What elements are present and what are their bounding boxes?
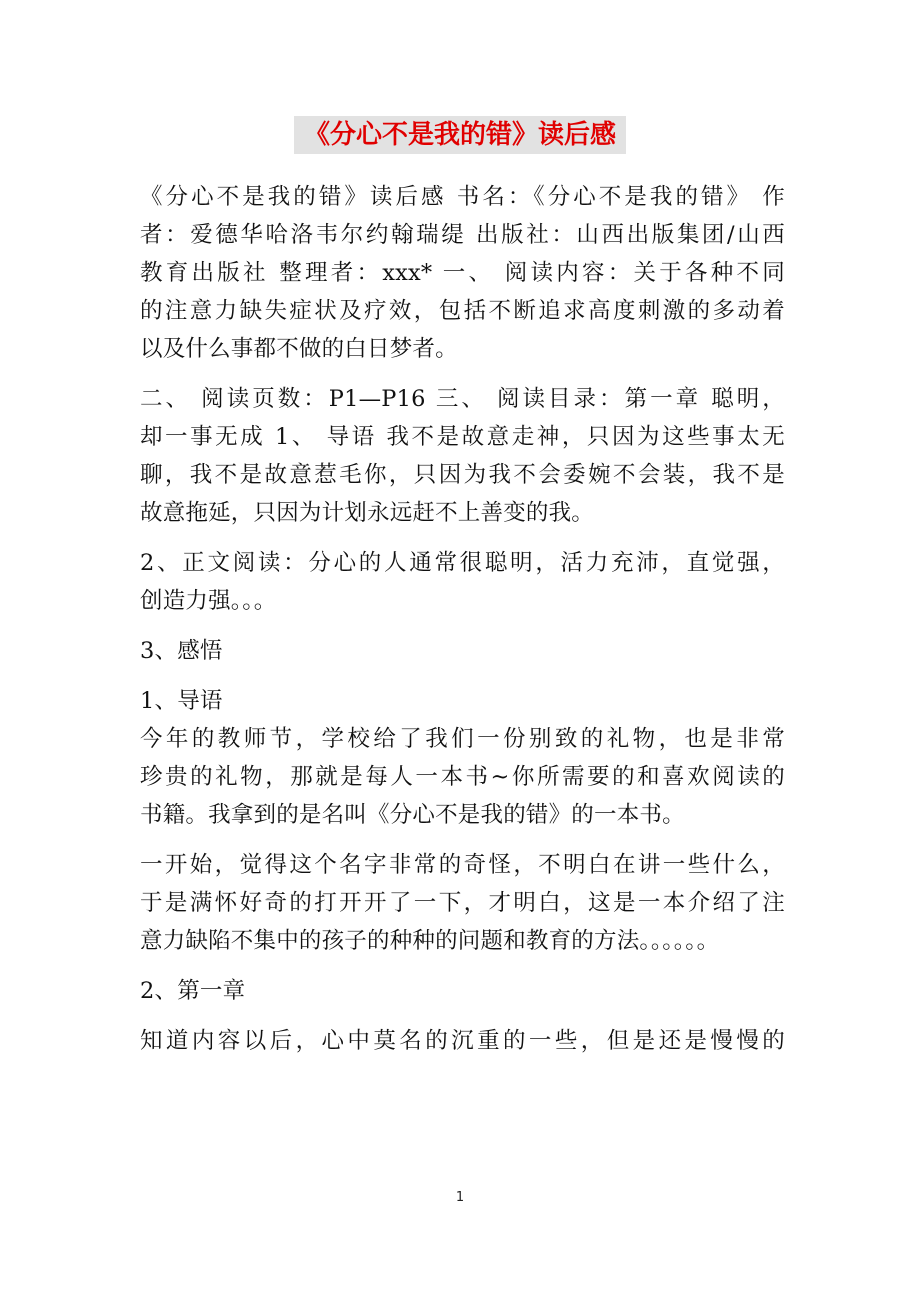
text-line: 于是满怀好奇的打开开了一下，才明白，这是一本介绍了注 — [140, 890, 785, 916]
paragraph-1 — [140, 178, 785, 368]
text-line: 教育出版社 整理者：xxx* 一、 阅读内容：关于各种不同 — [140, 260, 785, 286]
text-line: 故意拖延，只因为计划永远赶不上善变的我。 — [140, 500, 595, 526]
text-line: 二、 阅读页数：P1—P16 三、 阅读目录：第一章 聪明， — [140, 386, 785, 412]
paragraph-2 — [140, 380, 785, 532]
text-line: 《分心不是我的错》读后感 书名：《分心不是我的错》 作 — [140, 184, 785, 210]
text-line: 一开始，觉得这个名字非常的奇怪，不明白在讲一些什么， — [140, 852, 785, 878]
page-number: 1 — [455, 1190, 465, 1205]
text-line: 却一事无成 1、 导语 我不是故意走神，只因为这些事太无 — [140, 424, 785, 450]
title-container — [0, 116, 920, 154]
text-line: 创造力强。。。 — [140, 588, 277, 614]
document-title: 《分心不是我的错》读后感 — [294, 116, 626, 154]
text-line: 2、第一章 — [140, 978, 246, 1004]
paragraph-3 — [140, 544, 785, 620]
text-line: 3、感悟 — [140, 638, 223, 664]
text-line: 者：爱德华哈洛韦尔约翰瑞缇 出版社：山西出版集团/山西 — [140, 222, 785, 248]
text-line: 知道内容以后，心中莫名的沉重的一些，但是还是慢慢的 — [140, 1028, 785, 1054]
paragraph-8 — [140, 1022, 785, 1060]
text-line: 以及什么事都不做的白日梦者。 — [140, 336, 458, 362]
text-line: 2、正文阅读：分心的人通常很聪明，活力充沛，直觉强， — [140, 550, 785, 576]
paragraph-6 — [140, 846, 785, 960]
text-line: 的注意力缺失症状及疗效，包括不断追求高度刺激的多动着 — [140, 298, 785, 324]
text-line: 书籍。我拿到的是名叫《分心不是我的错》的一本书。 — [140, 802, 685, 828]
text-line: 珍贵的礼物，那就是每人一本书~你所需要的和喜欢阅读的 — [140, 764, 785, 790]
text-line: 1、导语 — [140, 688, 223, 714]
text-line: 今年的教师节，学校给了我们一份别致的礼物，也是非常 — [140, 726, 785, 752]
text-line: 聊，我不是故意惹毛你，只因为我不会委婉不会装，我不是 — [140, 462, 785, 488]
document-body — [140, 178, 785, 1060]
paragraph-5 — [140, 682, 785, 834]
text-line: 意力缺陷不集中的孩子的种种的问题和教育的方法。。。。。。 — [140, 928, 720, 954]
paragraph-4 — [140, 632, 785, 670]
paragraph-7 — [140, 972, 785, 1010]
